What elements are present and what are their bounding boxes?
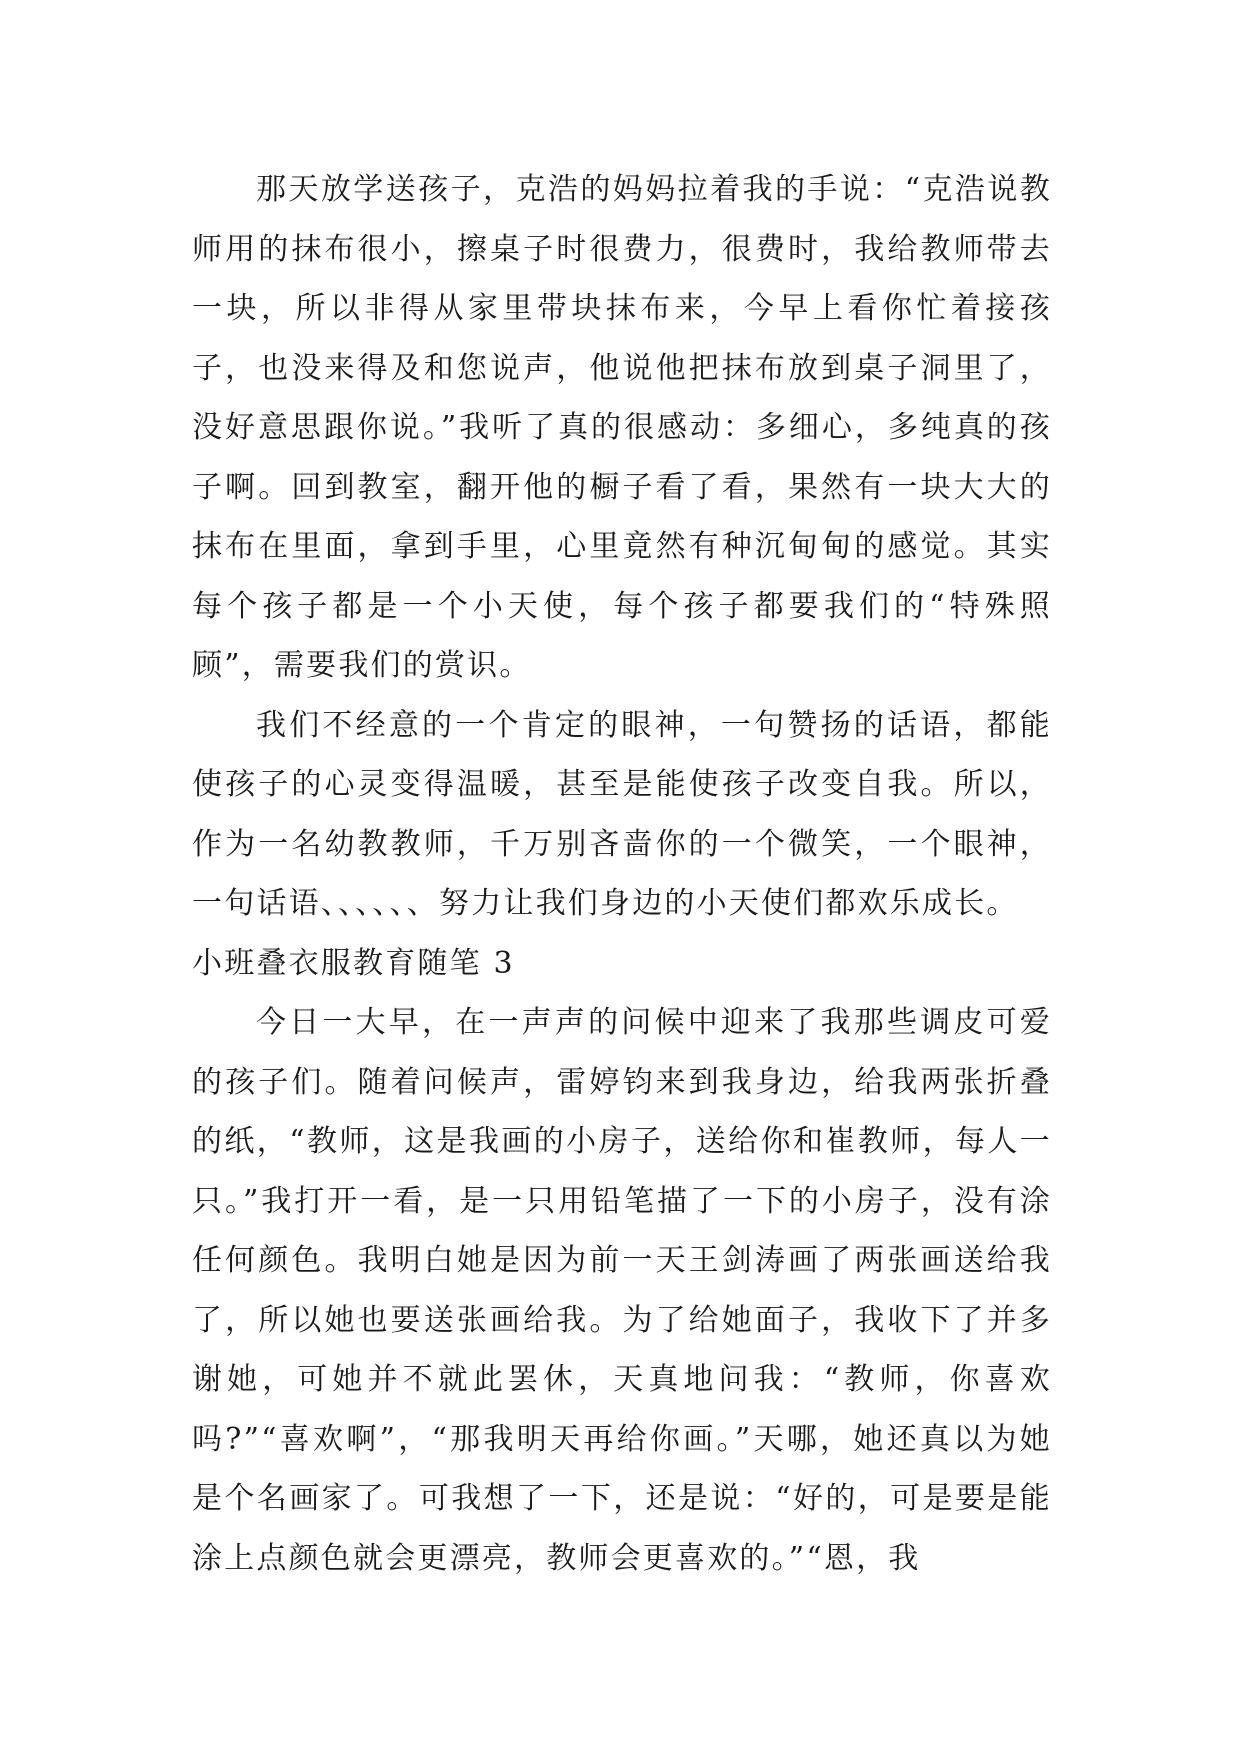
paragraph-encouragement: 我们不经意的一个肯定的眼神，一句赞扬的话语，都能使孩子的心灵变得温暖，甚至是能使孩子改变自我。所以，作为一名幼教教师，千万别吝啬你的一个微笑，一个眼神，一句话语、、、、、、努力让我们身边的小天使们都欢乐成长。 bbox=[192, 707, 1052, 921]
document-body bbox=[192, 160, 1052, 1588]
section-heading: 小班叠衣服教育随笔 3 bbox=[192, 945, 515, 981]
paragraph-drawing-gift: 今日一大早，在一声声的问候中迎来了我那些调皮可爱的孩子们。随着问候声，雷婷钧来到我身边，给我两张折叠的纸，“教师，这是我画的小房子，送给你和崔教师，每人一只。”我打开一看，是一只用铅笔描了一下的小房子，没有涂任何颜色。我明白她是因为前一天王剑涛画了两张画送给我了，所以她也要送张画给我。为了给她面子，我收下了并多谢她，可她并不就此罢休，天真地问我：“教师，你喜欢吗?”“喜欢啊”，“那我明天再给你画。”天哪，她还真以为她是个名画家了。可我想了一下，还是说：“好的，可是要是能涂上点颜色就会更漂亮，教师会更喜欢的。”“恩，我 bbox=[192, 1005, 1052, 1576]
paragraph-kehao-rag: 那天放学送孩子，克浩的妈妈拉着我的手说：“克浩说教师用的抹布很小，擦桌子时很费力，很费时，我给教师带去一块，所以非得从家里带块抹布来，今早上看你忙着接孩子，也没来得及和您说声，他说他把抹布放到桌子洞里了，没好意思跟你说。”我听了真的很感动：多细心，多纯真的孩子啊。回到教室，翻开他的橱子看了看，果然有一块大大的抹布在里面，拿到手里，心里竟然有种沉甸甸的感觉。其实每个孩子都是一个小天使，每个孩子都要我们的“特殊照顾”，需要我们的赏识。 bbox=[192, 172, 1052, 683]
